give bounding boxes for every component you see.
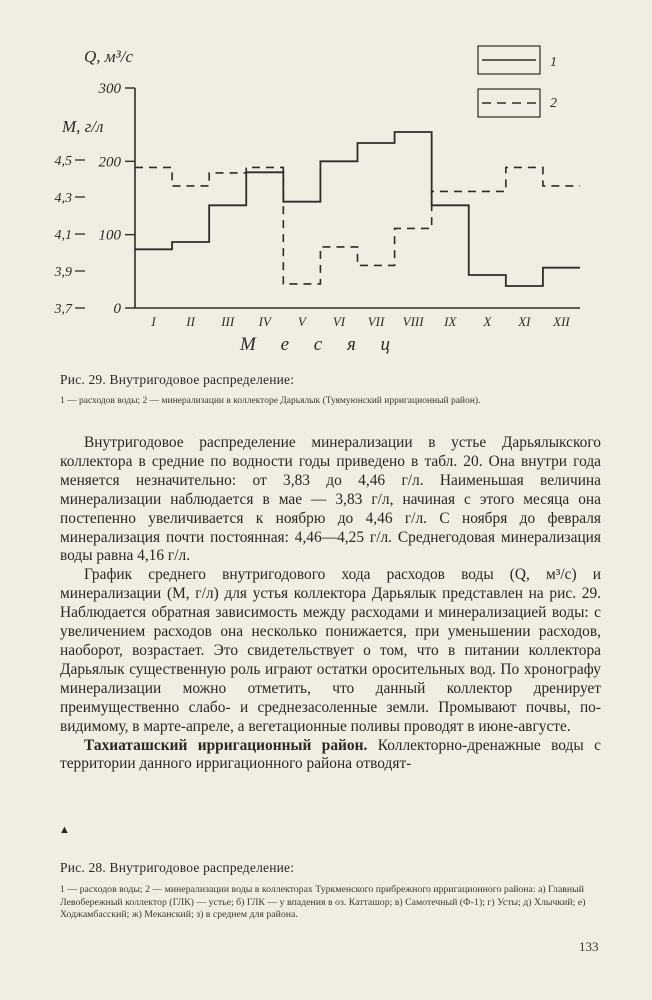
triangle-marker: ▲ <box>59 824 70 836</box>
q-tick-label: 300 <box>98 81 121 97</box>
figure-28-caption <box>60 860 590 922</box>
x-tick-label: V <box>297 314 306 329</box>
paragraph-3-text: Коллекторно-дренажные воды с территории данного ирригационного района отводят- <box>60 736 602 773</box>
m-tick-label: 4,5 <box>54 154 72 169</box>
x-tick-label: IV <box>258 314 271 329</box>
x-tick-label: VI <box>332 314 346 329</box>
figure-29-caption <box>60 372 590 407</box>
q-tick-label: 200 <box>98 154 121 171</box>
figure-28-legend: 1 — расходов воды; 2 — минерализации воды в коллекторах Туркменского прибрежного ирригационного района: а) Главный Левобережный коллектор (ГЛК) — устье; б) ГЛК — у впадения в оз. Катташор; в) Самотечный (Ф-1); г) Усты; д) Хлычкий; е) Ходжамбасский; ж) Меканский; з) в среднем для района. <box>60 884 586 921</box>
m-tick-label: 3,9 <box>54 265 72 280</box>
section-heading: Тахиаташский ирригационный район. <box>84 736 368 754</box>
x-tick-label: II <box>186 314 195 329</box>
series-2-line <box>135 167 580 284</box>
figure-28-title: Рис. 28. Внутригодовое распределение: <box>60 860 295 875</box>
page-number: 133 <box>579 939 599 954</box>
m-tick-label: 4,1 <box>54 228 72 243</box>
x-tick-label: VII <box>367 314 385 329</box>
paragraph-2: График среднего внутригодового хода расходов воды (Q, м³/с) и минерализации (М, г/л) для устья коллектора Дарьялык представлен на рис. 29. Наблюдается обратная зависимость между расходами и минерализацией воды: с увеличением расходов она несколько понижается, при уменьшении расходов, наоборот, возрастает. Это свидетельствует о том, что в питании коллектора Дарьялык существенную роль играют остатки оросительных вод. По хронографу минерализации можно отметить, что данный коллектор дренирует преимущественно слабо- и среднезасоленные земли. Промывают почвы, по-видимому, в марте-апреле, а вегетационные поливы проводят в июне-августе. <box>60 566 601 735</box>
body-text <box>60 434 601 774</box>
m-tick-label: 3,7 <box>54 302 72 317</box>
x-tick-label: X <box>483 314 492 329</box>
x-tick-label: XII <box>553 314 570 329</box>
q-tick-label: 100 <box>98 227 121 244</box>
paragraph-3 <box>60 737 601 775</box>
x-tick-label: III <box>221 314 235 329</box>
legend-label-1: 1 <box>550 55 557 70</box>
q-tick-label: 0 <box>113 301 121 317</box>
figure-29-chart <box>0 0 652 430</box>
m-tick-label: 4,3 <box>54 191 72 206</box>
q-axis-label: Q, м³/с <box>84 47 133 66</box>
x-tick-label: IX <box>444 314 457 329</box>
m-axis-label: М, г/л <box>62 117 104 136</box>
paragraph-1: Внутригодовое распределение минерализации в устье Дарьялыкского коллектора в средние по водности годы приведено в табл. 20. Она внутри года меняется незначительно: от 3,83 до 4,46 г/л. Наименьшая величина минерализации наблюдается в мае — 3,83 г/л, начиная с этого месяца она постепенно увеличивается к ноябрю до 4,46 г/л. С ноября до февраля минерализация почти постоянная: 4,46—4,25 г/л. Среднегодовая минерализация воды равна 4,16 г/л. <box>60 434 601 565</box>
series-1-line <box>135 132 580 286</box>
x-tick-label: VIII <box>402 314 424 329</box>
x-axis-title: М е с я ц <box>240 334 401 355</box>
x-tick-label: XI <box>518 314 531 329</box>
figure-29-legend: 1 — расходов воды; 2 — минерализации в коллекторе Дарьялык (Туямуюнский ирригационный район). <box>60 396 481 406</box>
x-tick-label: I <box>151 314 156 329</box>
figure-29-title: Рис. 29. Внутригодовое распределение: <box>60 372 295 387</box>
legend-label-2: 2 <box>550 96 557 111</box>
